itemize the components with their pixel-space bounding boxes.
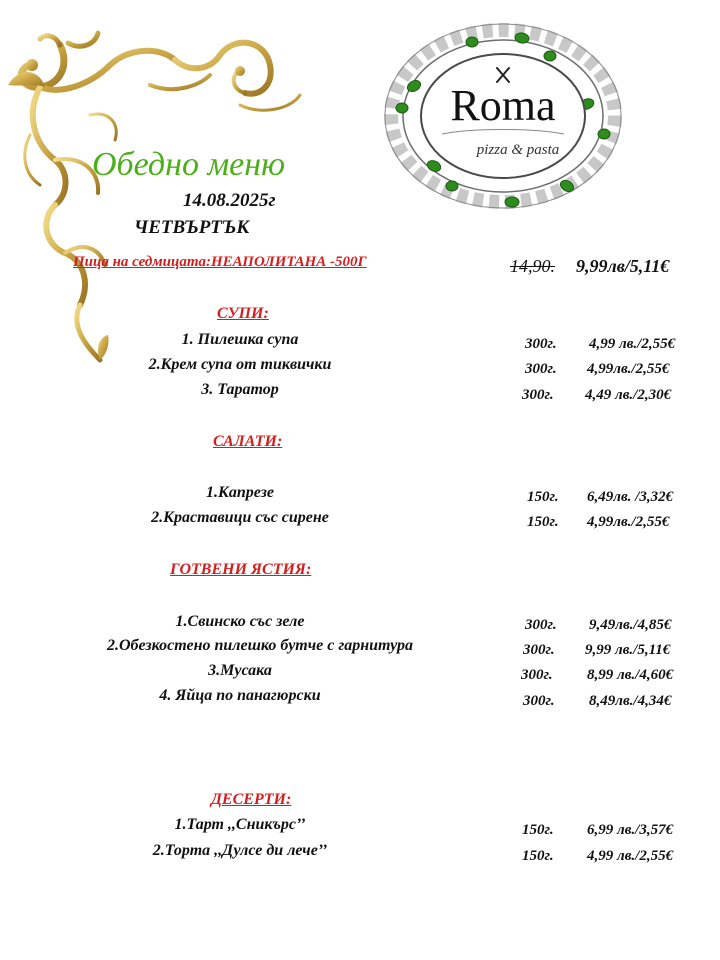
- list-item: 1.Капрезе: [206, 484, 274, 501]
- list-item: 1.Свинско със зеле: [175, 613, 305, 630]
- item-weight: 300г.: [523, 693, 555, 709]
- item-weight: 150г.: [522, 822, 554, 838]
- item-weight: 150г.: [522, 848, 554, 864]
- list-item: 3.Мусака: [208, 662, 272, 679]
- item-price: 4,99 лв./2,55€: [589, 336, 676, 352]
- item-price: 4,99лв./2,55€: [587, 361, 670, 377]
- item-weight: 300г.: [525, 617, 557, 633]
- item-weight: 150г.: [527, 489, 559, 505]
- item-weight: 300г.: [523, 642, 555, 658]
- item-price: 4,99лв./2,55€: [587, 514, 670, 530]
- section-heading-soups: СУПИ:: [217, 305, 269, 322]
- roma-logo: [372, 16, 634, 216]
- list-item: 1.Тарт ,,Сникърс’’: [174, 816, 306, 833]
- item-price: 9,49лв./4,85€: [589, 617, 672, 633]
- list-item: 1. Пилешка супа: [181, 331, 299, 348]
- list-item: 2.Торта ,,Дулсе ди лече’’: [152, 842, 328, 859]
- section-heading-cooked: ГОТВЕНИ ЯСТИЯ:: [170, 561, 312, 578]
- menu-date: 14.08.2025г: [183, 190, 276, 211]
- list-item: 3. Таратор: [201, 381, 279, 398]
- item-price: 8,99 лв./4,60€: [587, 667, 674, 683]
- pizza-old-price: 14,90.: [510, 256, 555, 276]
- item-weight: 300г.: [522, 387, 554, 403]
- item-price: 9,99 лв./5,11€: [585, 642, 671, 658]
- list-item: 2.Крем супа от тиквички: [148, 356, 332, 373]
- list-item: 2.Краставици със сирене: [151, 509, 329, 526]
- list-item: 4. Яйца по панагюрски: [159, 687, 321, 704]
- logo-tagline: pizza & pasta: [476, 142, 560, 158]
- section-heading-desserts: ДЕСЕРТИ:: [211, 791, 292, 808]
- item-price: 6,49лв. /3,32€: [587, 489, 674, 505]
- item-price: 6,99 лв./3,57€: [587, 822, 674, 838]
- pizza-of-week-label: Пица на седмицата:НЕАПОЛИТАНА -500Г: [73, 254, 367, 270]
- item-weight: 150г.: [527, 514, 559, 530]
- menu-day: ЧЕТВЪРТЪК: [134, 217, 250, 238]
- menu-title: Обедно меню: [92, 146, 286, 183]
- pizza-new-price: 9,99лв/5,11€: [576, 256, 670, 276]
- logo-brand: Roma: [450, 81, 556, 130]
- item-weight: 300г.: [521, 667, 553, 683]
- item-price: 8,49лв./4,34€: [589, 693, 672, 709]
- item-price: 4,49 лв./2,30€: [585, 387, 672, 403]
- list-item: 2.Обезкостено пилешко бутче с гарнитура: [107, 637, 413, 654]
- item-weight: 300г.: [525, 336, 557, 352]
- item-price: 4,99 лв./2,55€: [587, 848, 674, 864]
- section-heading-salads: САЛАТИ:: [213, 433, 283, 450]
- item-weight: 300г.: [525, 361, 557, 377]
